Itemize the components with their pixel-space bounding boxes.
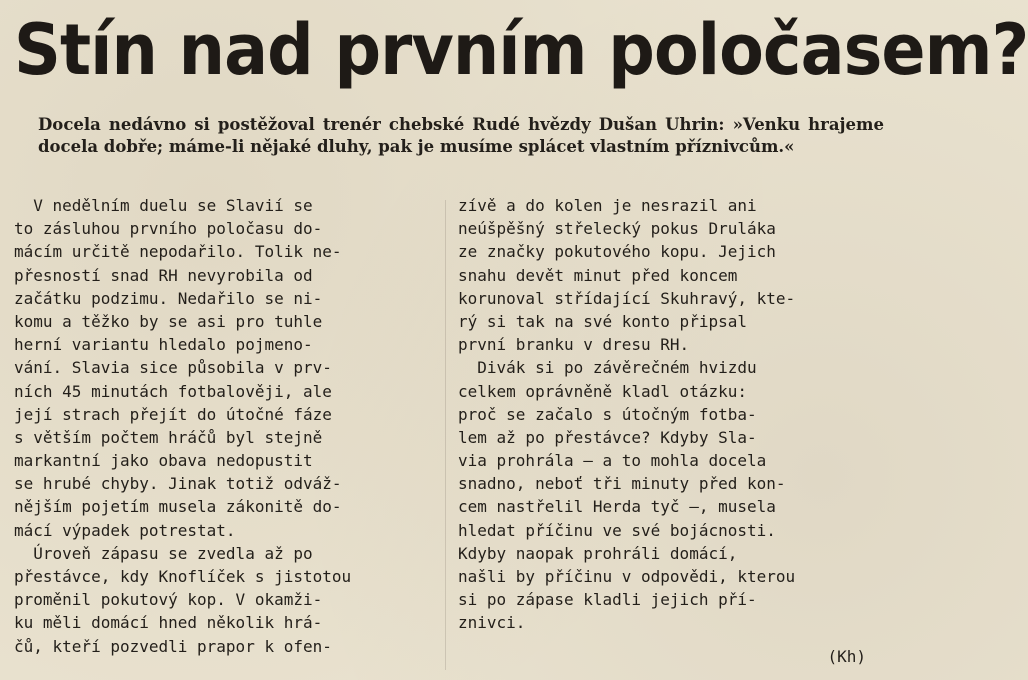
text-line: proč se začalo s útočným fotba- (458, 404, 757, 424)
right-column (458, 194, 884, 635)
text-line: proměnil pokutový kop. V okamži- (14, 590, 323, 610)
text-line: to zásluhou prvního poločasu do- (14, 219, 323, 239)
text-line: V nedělním duelu se Slavií se (14, 196, 313, 215)
text-line: začátku podzimu. Nedařilo se ni- (14, 288, 323, 308)
text-line: zívě a do kolen je nesrazil ani (458, 196, 757, 215)
text-line: Kdyby naopak prohráli domácí, (458, 543, 738, 563)
text-line: vání. Slavia sice působila v prv- (14, 358, 332, 378)
text-line: cem nastřelil Herda tyč —, musela (458, 497, 776, 517)
text-line: si po zápase kladli jejich pří- (458, 590, 757, 610)
text-line: čů, kteří pozvedli prapor k ofen- (14, 636, 332, 656)
text-line: hledat příčinu ve své bojácnosti. (458, 520, 776, 540)
text-line: našli by příčinu v odpovědi, kterou (458, 567, 796, 586)
author-signature: (Kh) (827, 647, 866, 666)
text-line: lem až po přestávce? Kdyby Sla- (458, 427, 757, 447)
text-line: herní variantu hledalo pojmeno- (14, 335, 313, 355)
text-line: neúšpěšný střelecký pokus Druláka (458, 219, 776, 239)
text-line: přestávce, kdy Knoflíček s jistotou (14, 567, 352, 586)
column-divider (445, 200, 446, 670)
text-line: Divák si po závěrečném hvizdu (458, 358, 757, 378)
text-line: korunoval střídající Skuhravý, kte- (458, 288, 796, 308)
text-line: znivci. (458, 613, 526, 633)
text-line: se hrubé chyby. Jinak totiž odváž- (14, 474, 342, 494)
text-line: snadno, neboť tři minuty před kon- (458, 474, 786, 494)
text-line: její strach přejít do útočné fáze (14, 404, 332, 424)
text-line: mácím určitě nepodařilo. Tolik ne- (14, 242, 342, 262)
text-line: mácí výpadek potrestat. (14, 520, 236, 540)
text-line: snahu devět minut před koncem (458, 265, 738, 285)
text-line: ze značky pokutového kopu. Jejich (458, 242, 776, 262)
text-line: via prohrála — a to mohla docela (458, 451, 767, 471)
text-line: rý si tak na své konto připsal (458, 311, 747, 331)
article-headline: Stín nad prvním poločasem? (14, 9, 1028, 91)
text-line: s větším počtem hráčů byl stejně (14, 427, 323, 447)
article-lead: Docela nedávno si postěžoval trenér chebské Rudé hvězdy Dušan Uhrin: »Venku hrajeme docela dobře; máme-li nějaké dluhy, pak je musíme splácet vlastním příznivcům.« (38, 115, 884, 156)
left-column (14, 194, 434, 658)
text-line: první branku v dresu RH. (458, 335, 690, 355)
text-line: ních 45 minutách fotbalověji, ale (14, 381, 332, 401)
text-line: komu a těžko by se asi pro tuhle (14, 311, 323, 331)
text-line: markantní jako obava nedopustit (14, 451, 313, 471)
text-line: Úroveň zápasu se zvedla až po (14, 543, 313, 563)
text-line: celkem oprávněně kladl otázku: (458, 381, 747, 401)
text-line: nějším pojetím musela zákonitě do- (14, 497, 342, 517)
text-line: ku měli domácí hned několik hrá- (14, 613, 323, 633)
text-line: přesností snad RH nevyrobila od (14, 265, 313, 285)
